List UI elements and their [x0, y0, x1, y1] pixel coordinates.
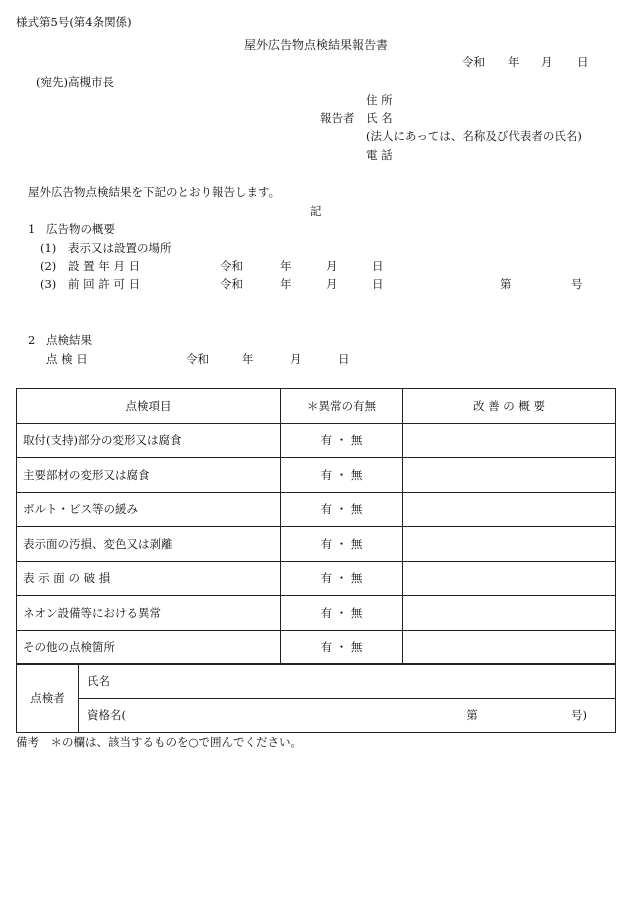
table-row — [17, 423, 616, 458]
name-label: 氏 名 — [366, 111, 393, 125]
address-label: 住 所 — [366, 93, 393, 107]
section1-number: 1 — [28, 222, 36, 236]
table-header-row — [17, 389, 616, 424]
header-item: 点検項目 — [17, 389, 281, 424]
row-summary-cell[interactable] — [403, 458, 616, 493]
row-status[interactable]: 有 ・ 無 — [281, 423, 403, 458]
install-day: 日 — [372, 259, 384, 273]
row-status[interactable]: 有 ・ 無 — [281, 561, 403, 596]
phone-label: 電 話 — [366, 148, 393, 162]
item1-label: 表示又は設置の場所 — [68, 241, 172, 255]
row-summary-cell[interactable] — [403, 527, 616, 562]
row-status[interactable]: 有 ・ 無 — [281, 458, 403, 493]
permit-year: 年 — [280, 277, 292, 291]
inspector-name-label: 氏名 — [87, 673, 110, 688]
item1-number: (1) — [40, 241, 57, 255]
permit-day: 日 — [372, 277, 384, 291]
row-item: ネオン設備等における異常 — [17, 596, 281, 631]
table-row — [17, 527, 616, 562]
row-item: 表示面の汚損、変色又は剥離 — [17, 527, 281, 562]
permit-dai-label: 第 — [500, 277, 512, 291]
inspection-month: 月 — [290, 352, 302, 366]
table-row — [17, 561, 616, 596]
row-item: 主要部材の変形又は腐食 — [17, 458, 281, 493]
item2-label: 設 置 年 月 日 — [68, 259, 141, 273]
corporate-note: (法人にあっては、名称及び代表者の氏名) — [366, 129, 582, 143]
table-row — [17, 596, 616, 631]
section1-title: 広告物の概要 — [46, 222, 115, 236]
row-summary-cell[interactable] — [403, 423, 616, 458]
table-row — [17, 492, 616, 527]
inspection-year: 年 — [242, 352, 254, 366]
row-item: ボルト・ビス等の緩み — [17, 492, 281, 527]
section2-number: 2 — [28, 333, 36, 347]
permit-era: 令和 — [220, 277, 243, 291]
ki-heading: 記 — [310, 204, 322, 218]
row-item: 取付(支持)部分の変形又は腐食 — [17, 423, 281, 458]
row-status[interactable]: 有 ・ 無 — [281, 596, 403, 631]
month-label: 月 — [541, 55, 553, 69]
header-status: ＊異常の有無 — [281, 389, 403, 424]
row-summary-cell[interactable] — [403, 492, 616, 527]
install-era: 令和 — [220, 259, 243, 273]
item2-number: (2) — [40, 259, 57, 273]
section2-title: 点検結果 — [46, 333, 92, 347]
row-status[interactable]: 有 ・ 無 — [281, 492, 403, 527]
row-summary-cell[interactable] — [403, 596, 616, 631]
item3-number: (3) — [40, 277, 57, 291]
row-item: その他の点検箇所 — [17, 630, 281, 665]
inspector-qualification-field[interactable] — [79, 698, 616, 733]
qualification-label: 資格名( — [87, 708, 126, 723]
era-label: 令和 — [462, 55, 485, 69]
row-status[interactable]: 有 ・ 無 — [281, 527, 403, 562]
table-row — [17, 458, 616, 493]
permit-go-label: 号 — [571, 277, 583, 291]
header-summary: 改 善 の 概 要 — [403, 389, 616, 424]
year-label: 年 — [508, 55, 520, 69]
permit-month: 月 — [326, 277, 338, 291]
row-status[interactable]: 有 ・ 無 — [281, 630, 403, 665]
inspection-date-label: 点 検 日 — [46, 352, 88, 366]
inspector-name-field[interactable] — [79, 664, 616, 699]
qualification-go-label: 号) — [571, 708, 587, 723]
inspector-label: 点検者 — [17, 664, 79, 733]
qualification-dai-label: 第 — [466, 708, 478, 723]
row-summary-cell[interactable] — [403, 630, 616, 665]
addressee: (宛先)高槻市長 — [36, 75, 114, 89]
day-label: 日 — [577, 55, 589, 69]
install-year: 年 — [280, 259, 292, 273]
row-item: 表 示 面 の 破 損 — [17, 561, 281, 596]
form-number: 様式第5号(第4条関係) — [16, 15, 132, 29]
inspection-era: 令和 — [186, 352, 209, 366]
reporter-label: 報告者 — [320, 111, 355, 125]
item3-label: 前 回 許 可 日 — [68, 277, 141, 291]
document-title: 屋外広告物点検結果報告書 — [244, 38, 389, 52]
install-month: 月 — [326, 259, 338, 273]
row-summary-cell[interactable] — [403, 561, 616, 596]
intro-text: 屋外広告物点検結果を下記のとおり報告します。 — [28, 185, 281, 199]
inspector-table — [16, 663, 616, 733]
inspection-table — [16, 388, 616, 665]
inspection-day: 日 — [338, 352, 350, 366]
table-row — [17, 630, 616, 665]
remarks: 備考 ＊の欄は、該当するものを○で囲んでください。 — [16, 735, 303, 749]
